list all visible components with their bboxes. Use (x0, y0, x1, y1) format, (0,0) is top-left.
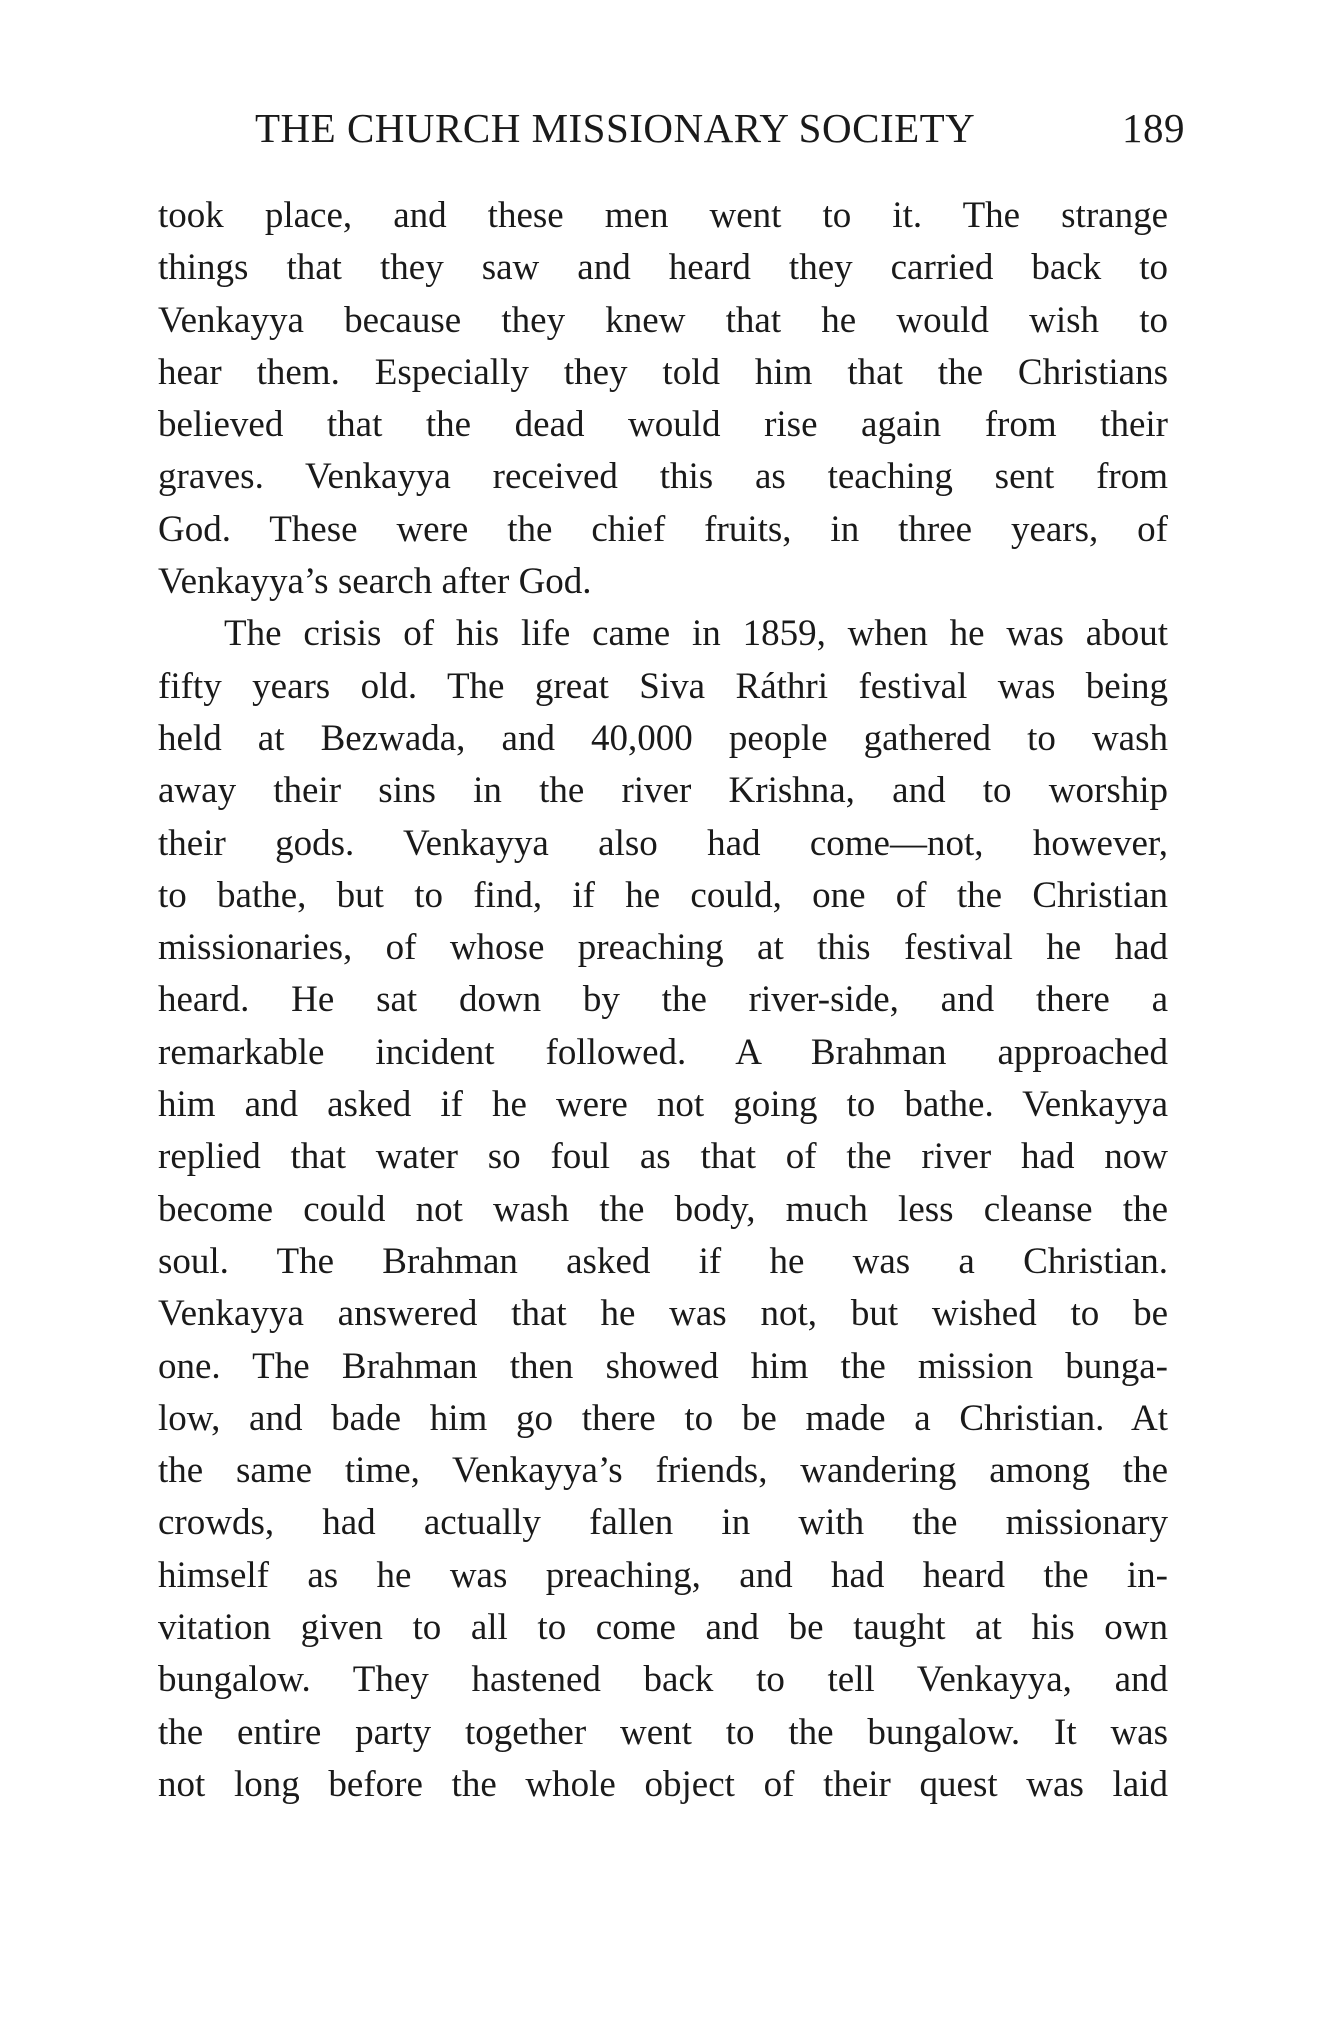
text-line: low, and bade him go there to be made a Christian. At (158, 1397, 1168, 1439)
running-title: THE CHURCH MISSIONARY SOCIETY (255, 105, 976, 151)
text-line: bungalow. They hastened back to tell Venkayya, and (158, 1659, 1168, 1701)
text-line: missionaries, of whose preaching at this festival he had (158, 927, 1168, 969)
text-line: Venkayya answered that he was not, but wished to be (158, 1293, 1168, 1335)
text-line: himself as he was preaching, and had heard the in- (158, 1554, 1168, 1596)
text-line: away their sins in the river Krishna, and to worship (158, 770, 1168, 812)
running-head (255, 104, 1185, 156)
text-line: remarkable incident followed. A Brahman approached (158, 1031, 1168, 1073)
text-line: took place, and these men went to it. The strange (158, 195, 1168, 236)
text-line: the entire party together went to the bungalow. It was (158, 1711, 1168, 1753)
text-line: hear them. Especially they told him that the Christians (158, 351, 1168, 393)
text-line: God. These were the chief fruits, in three years, of (158, 508, 1168, 550)
text-line: vitation given to all to come and be taught at his own (158, 1607, 1168, 1649)
text-line: one. The Brahman then showed him the mission bunga- (158, 1345, 1168, 1387)
text-line: believed that the dead would rise again from their (158, 404, 1168, 446)
text-line: replied that water so foul as that of the river had now (158, 1136, 1168, 1178)
text-line: him and asked if he were not going to bathe. Venkayya (158, 1084, 1168, 1126)
text-line: to bathe, but to find, if he could, one of the Christian (158, 874, 1168, 916)
text-line: crowds, had actually fallen in with the missionary (158, 1502, 1168, 1544)
paragraph-start-line: The crisis of his life came in 1859, when he was about (224, 613, 1168, 655)
text-line: heard. He sat down by the river-side, and there a (158, 979, 1168, 1021)
text-line: become could not wash the body, much less cleanse the (158, 1188, 1168, 1230)
text-line: things that they saw and heard they carried back to (158, 247, 1168, 289)
text-line: not long before the whole object of their quest was laid (158, 1763, 1168, 1805)
text-line: fifty years old. The great Siva Ráthri festival was being (158, 665, 1168, 707)
paragraph-end-line: Venkayya’s search after God. (158, 561, 592, 603)
page-number: 189 (1122, 105, 1185, 151)
text-line: held at Bezwada, and 40,000 people gathered to wash (158, 717, 1168, 759)
text-line: soul. The Brahman asked if he was a Christian. (158, 1240, 1168, 1282)
text-line: the same time, Venkayya’s friends, wandering among the (158, 1450, 1168, 1492)
text-line: graves. Venkayya received this as teaching sent from (158, 456, 1168, 498)
body-text (158, 190, 1168, 1811)
text-line: Venkayya because they knew that he would wish to (158, 299, 1168, 341)
text-line: their gods. Venkayya also had come—not, however, (158, 822, 1168, 864)
